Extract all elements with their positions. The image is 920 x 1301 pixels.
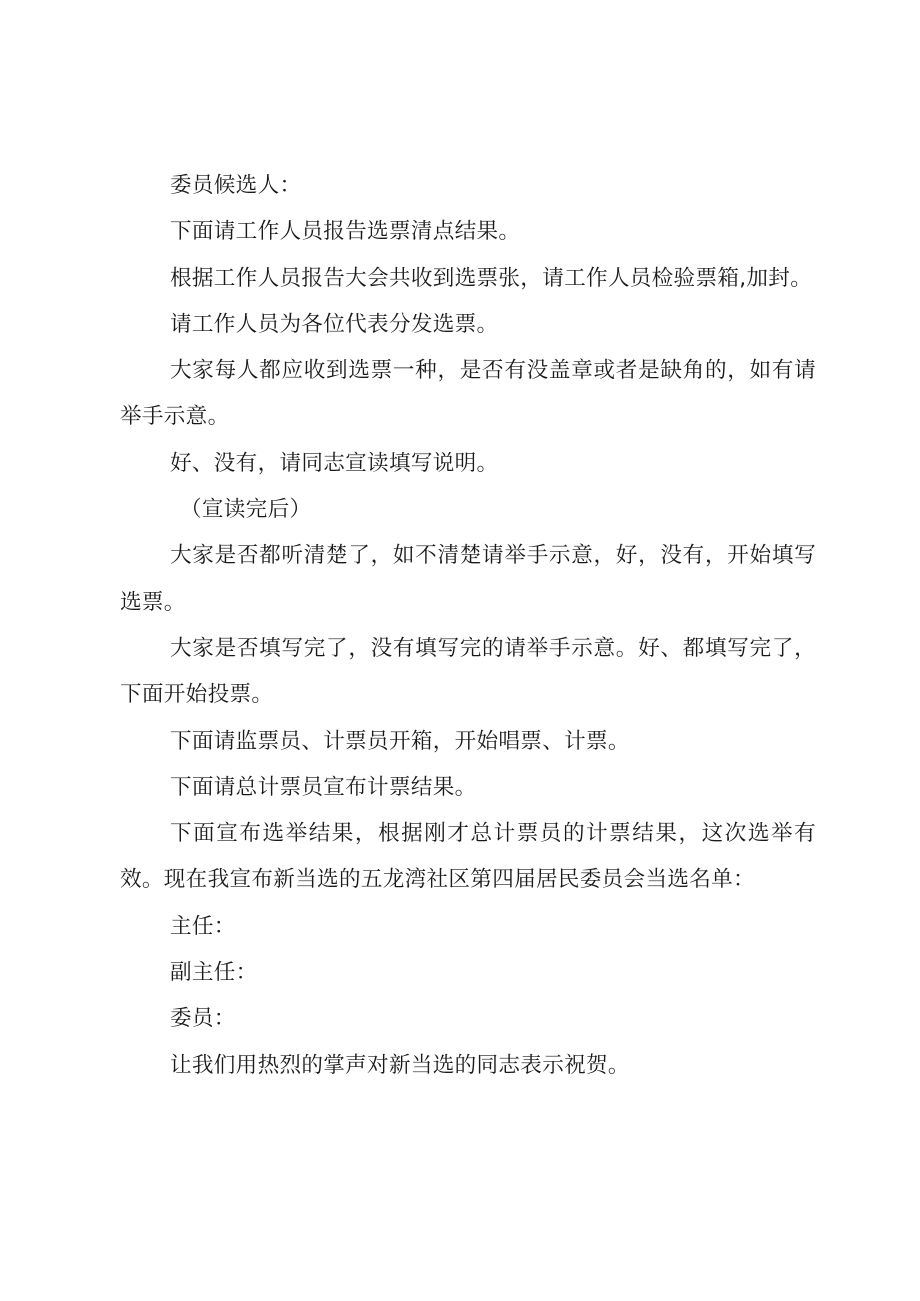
paragraph-director: 主任： — [170, 913, 236, 939]
paragraph-congratulations: 让我们用热烈的掌声对新当选的同志表示祝贺。 — [170, 1052, 630, 1078]
paragraph-ballot-box-inspection: 根据工作人员报告大会共收到选票张，请工作人员检验票箱,加封。 — [170, 265, 813, 291]
paragraph-members: 委员： — [170, 1006, 236, 1032]
paragraph-read-instructions: 好、没有，请同志宣读填写说明。 — [170, 450, 499, 476]
paragraph-start-filling: 大家是否都听清楚了，如不清楚请举手示意，好，没有，开始填写选票。 — [120, 543, 816, 615]
paragraph-distribute-ballots: 请工作人员为各位代表分发选票。 — [170, 311, 499, 337]
paragraph-start-voting: 大家是否填写完了，没有填写完的请举手示意。好、都填写完了，下面开始投票。 — [120, 635, 816, 708]
document-body — [120, 163, 816, 1089]
paragraph-ballot-count-report: 下面请工作人员报告选票清点结果。 — [170, 219, 521, 245]
paragraph-announce-count: 下面请总计票员宣布计票结果。 — [170, 774, 477, 800]
paragraph-election-result: 下面宣布选举结果，根据刚才总计票员的计票结果，这次选举有效。现在我宣布新当选的五龙湾社区第四届居民委员会当选名单： — [120, 821, 816, 893]
paragraph-after-reading: （宣读完后） — [180, 497, 312, 523]
paragraph-deputy-director: 副主任： — [170, 960, 258, 986]
paragraph-committee-candidates: 委员候选人： — [170, 173, 302, 198]
paragraph-check-ballots: 大家每人都应收到选票一种，是否有没盖章或者是缺角的，如有请举手示意。 — [120, 358, 816, 430]
paragraph-open-box-count: 下面请监票员、计票员开箱，开始唱票、计票。 — [170, 728, 630, 754]
